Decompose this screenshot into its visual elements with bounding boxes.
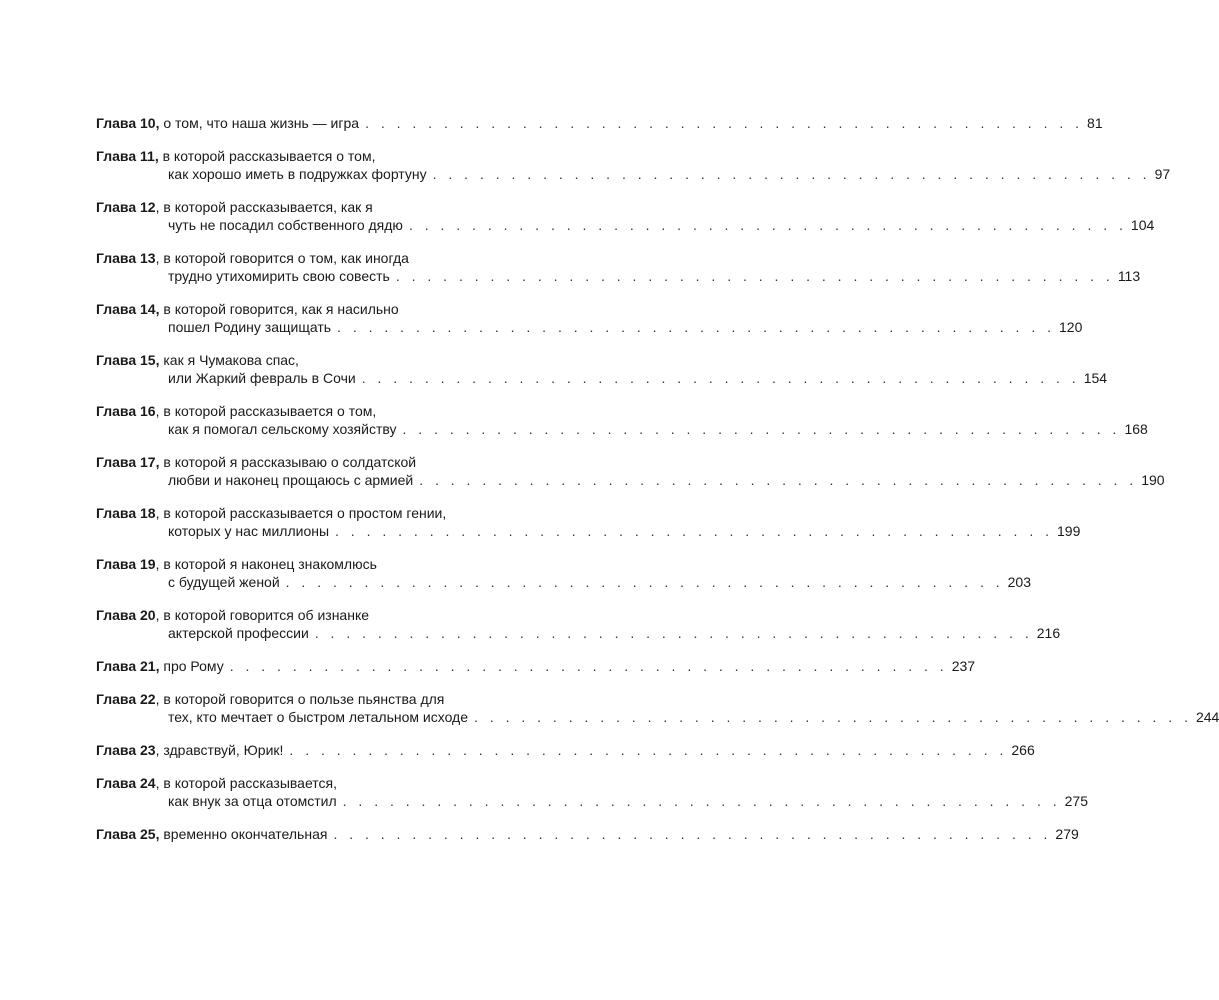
chapter-title-line1: , в которой рассказывается, bbox=[155, 775, 338, 791]
chapter-title-line1: , в которой я наконец знакомлюсь bbox=[155, 556, 377, 572]
toc-entry-heading bbox=[96, 606, 548, 624]
toc-entry-leader-line bbox=[96, 825, 1079, 843]
toc-entry-heading bbox=[96, 504, 548, 522]
dot-leader: . . . . . . . . . . . . . . . . . . . . . . . . . . . . . . . . . . . . . . . . . . . . . . bbox=[432, 166, 1151, 182]
chapter-title-line1: о том, что наша жизнь — игра bbox=[159, 115, 360, 131]
chapter-number: Глава 25, bbox=[96, 826, 160, 842]
chapter-title-line2: пошел Родину защищать bbox=[168, 319, 332, 335]
dot-leader: . . . . . . . . . . . . . . . . . . . . . . . . . . . . . . . . . . . . . . . . . . . . . . bbox=[285, 574, 1004, 590]
toc-entry-heading bbox=[96, 249, 548, 267]
toc-entry-heading bbox=[96, 453, 548, 471]
chapter-title-line1: временно окончательная bbox=[159, 826, 328, 842]
toc-entry-heading bbox=[96, 147, 548, 165]
chapter-number: Глава 15, bbox=[96, 352, 160, 368]
page-number: 244 bbox=[1195, 709, 1219, 725]
chapter-title-line2: как хорошо иметь в подружках фортуну bbox=[168, 166, 427, 182]
toc-entry[interactable] bbox=[96, 453, 1165, 489]
toc-entry[interactable] bbox=[96, 351, 1108, 387]
chapter-title-line1: , в которой рассказывается, как я bbox=[155, 199, 373, 215]
chapter-title-line1: как я Чумакова спас, bbox=[159, 352, 299, 368]
toc-entry[interactable] bbox=[96, 198, 1155, 234]
chapter-title-line2: чуть не посадил собственного дядю bbox=[168, 217, 403, 233]
chapter-number: Глава 14, bbox=[96, 301, 160, 317]
dot-leader: . . . . . . . . . . . . . . . . . . . . . . . . . . . . . . . . . . . . . . . . . . . . . . bbox=[419, 472, 1138, 488]
dot-leader: . . . . . . . . . . . . . . . . . . . . . . . . . . . . . . . . . . . . . . . . . . . . . . bbox=[335, 523, 1053, 539]
toc-entry[interactable] bbox=[96, 402, 1148, 438]
page-number: 113 bbox=[1117, 268, 1141, 284]
page-number: 190 bbox=[1141, 472, 1165, 488]
chapter-title-line2: актерской профессии bbox=[168, 625, 309, 641]
chapter-number: Глава 11, bbox=[96, 148, 159, 164]
chapter-number: Глава 22 bbox=[96, 691, 156, 707]
toc-entry[interactable] bbox=[96, 657, 976, 675]
dot-leader: . . . . . . . . . . . . . . . . . . . . . . . . . . . . . . . . . . . . . . . . . . . . . . bbox=[402, 421, 1121, 437]
chapter-number: Глава 24 bbox=[96, 775, 156, 791]
toc-entry-heading bbox=[96, 198, 548, 216]
toc-entry[interactable] bbox=[96, 249, 1141, 285]
toc-entry-heading bbox=[96, 690, 548, 708]
page-number: 275 bbox=[1064, 793, 1088, 809]
chapter-title-line1: в которой я рассказываю о солдатской bbox=[159, 454, 417, 470]
toc-entry[interactable] bbox=[96, 300, 1083, 336]
chapter-title-line2: с будущей женой bbox=[168, 574, 280, 590]
chapter-title-line2: как внук за отца отомстил bbox=[168, 793, 337, 809]
toc-entry[interactable] bbox=[96, 114, 1103, 132]
toc-entry-heading bbox=[96, 402, 548, 420]
toc-entry-leader-line bbox=[96, 165, 1171, 183]
page-number: 120 bbox=[1059, 319, 1083, 335]
toc-entry[interactable] bbox=[96, 690, 1219, 726]
toc-entry[interactable] bbox=[96, 147, 1171, 183]
chapter-title-line2: тех, кто мечтает о быстром летальном исходе bbox=[168, 709, 469, 725]
toc-entry-heading bbox=[96, 555, 548, 573]
dot-leader: . . . . . . . . . . . . . . . . . . . . . . . . . . . . . . . . . . . . . . . . . . . . . . bbox=[365, 115, 1084, 131]
chapter-number: Глава 16 bbox=[96, 403, 156, 419]
toc-entry-leader-line bbox=[96, 741, 1035, 759]
toc-entry[interactable] bbox=[96, 825, 1079, 843]
toc-entry[interactable] bbox=[96, 606, 1061, 642]
chapter-title-line1: , в которой говорится о том, как иногда bbox=[155, 250, 409, 266]
dot-leader: . . . . . . . . . . . . . . . . . . . . . . . . . . . . . . . . . . . . . . . . . . . . . . bbox=[408, 217, 1127, 233]
chapter-title-line2: которых у нас миллионы bbox=[168, 523, 330, 539]
dot-leader: . . . . . . . . . . . . . . . . . . . . . . . . . . . . . . . . . . . . . . . . . . . . . . bbox=[474, 709, 1192, 725]
table-of-contents bbox=[96, 114, 1219, 858]
toc-entry-leader-line bbox=[96, 369, 1108, 387]
chapter-number: Глава 12 bbox=[96, 199, 156, 215]
chapter-number: Глава 13 bbox=[96, 250, 156, 266]
chapter-title-line2: или Жаркий февраль в Сочи bbox=[168, 370, 356, 386]
chapter-title-line1: про Рому bbox=[159, 658, 224, 674]
chapter-title-line1: , в которой говорится об изнанке bbox=[155, 607, 370, 623]
page-number: 97 bbox=[1154, 166, 1171, 182]
toc-entry[interactable] bbox=[96, 504, 1081, 540]
page-number: 279 bbox=[1055, 826, 1079, 842]
chapter-title-line1: в которой рассказывается о том, bbox=[158, 148, 376, 164]
chapter-number: Глава 20 bbox=[96, 607, 156, 623]
dot-leader: . . . . . . . . . . . . . . . . . . . . . . . . . . . . . . . . . . . . . . . . . . . . . . bbox=[333, 826, 1052, 842]
toc-entry-heading bbox=[96, 300, 548, 318]
toc-entry[interactable] bbox=[96, 774, 1088, 810]
toc-entry-leader-line bbox=[96, 471, 1165, 489]
page-number: 237 bbox=[951, 658, 976, 674]
dot-leader: . . . . . . . . . . . . . . . . . . . . . . . . . . . . . . . . . . . . . . . . . . . . . . bbox=[395, 268, 1114, 284]
dot-leader: . . . . . . . . . . . . . . . . . . . . . . . . . . . . . . . . . . . . . . . . . . . . . . bbox=[289, 742, 1008, 758]
chapter-title-line2: как я помогал сельскому хозяйству bbox=[168, 421, 397, 437]
page-number: 266 bbox=[1011, 742, 1035, 758]
toc-entry-leader-line bbox=[96, 318, 1083, 336]
toc-entry-leader-line bbox=[96, 573, 1031, 591]
page-number: 216 bbox=[1036, 625, 1061, 641]
chapter-title-line1: , в которой рассказывается о простом гении, bbox=[155, 505, 447, 521]
toc-entry-leader-line bbox=[96, 267, 1141, 285]
chapter-number: Глава 21, bbox=[96, 658, 160, 674]
toc-entry-leader-line bbox=[96, 420, 1148, 438]
chapter-number: Глава 18 bbox=[96, 505, 156, 521]
chapter-title-line1: , в которой рассказывается о том, bbox=[155, 403, 377, 419]
page-number: 154 bbox=[1083, 370, 1108, 386]
dot-leader: . . . . . . . . . . . . . . . . . . . . . . . . . . . . . . . . . . . . . . . . . . . . . . bbox=[337, 319, 1056, 335]
toc-entry-heading bbox=[96, 774, 548, 792]
chapter-title-line1: , здравствуй, Юрик! bbox=[155, 742, 284, 758]
toc-entry-leader-line bbox=[96, 522, 1081, 540]
dot-leader: . . . . . . . . . . . . . . . . . . . . . . . . . . . . . . . . . . . . . . . . . . . . . . bbox=[361, 370, 1080, 386]
toc-entry-leader-line bbox=[96, 624, 1061, 642]
toc-entry-leader-line bbox=[96, 216, 1155, 234]
chapter-title-line1: , в которой говорится о пользе пьянства для bbox=[155, 691, 445, 707]
toc-entry[interactable] bbox=[96, 741, 1035, 759]
page-number: 168 bbox=[1124, 421, 1148, 437]
dot-leader: . . . . . . . . . . . . . . . . . . . . . . . . . . . . . . . . . . . . . . . . . . . . . . bbox=[314, 625, 1033, 641]
toc-entry[interactable] bbox=[96, 555, 1031, 591]
page-number: 203 bbox=[1007, 574, 1031, 590]
page-number: 104 bbox=[1130, 217, 1155, 233]
toc-entry-leader-line bbox=[96, 114, 1103, 132]
toc-entry-leader-line bbox=[96, 708, 1219, 726]
chapter-number: Глава 17, bbox=[96, 454, 160, 470]
chapter-number: Глава 23 bbox=[96, 742, 156, 758]
toc-entry-leader-line bbox=[96, 657, 976, 675]
chapter-title-line2: любви и наконец прощаюсь с армией bbox=[168, 472, 414, 488]
toc-entry-heading bbox=[96, 351, 548, 369]
chapter-title-line1: в которой говорится, как я насильно bbox=[159, 301, 399, 317]
page-number: 199 bbox=[1057, 523, 1081, 539]
dot-leader: . . . . . . . . . . . . . . . . . . . . . . . . . . . . . . . . . . . . . . . . . . . . . . bbox=[229, 658, 948, 674]
chapter-number: Глава 19 bbox=[96, 556, 156, 572]
dot-leader: . . . . . . . . . . . . . . . . . . . . . . . . . . . . . . . . . . . . . . . . . . . . . . bbox=[342, 793, 1061, 809]
page-number: 81 bbox=[1087, 115, 1103, 131]
chapter-number: Глава 10, bbox=[96, 115, 160, 131]
chapter-title-line2: трудно утихомирить свою совесть bbox=[168, 268, 390, 284]
toc-entry-leader-line bbox=[96, 792, 1088, 810]
